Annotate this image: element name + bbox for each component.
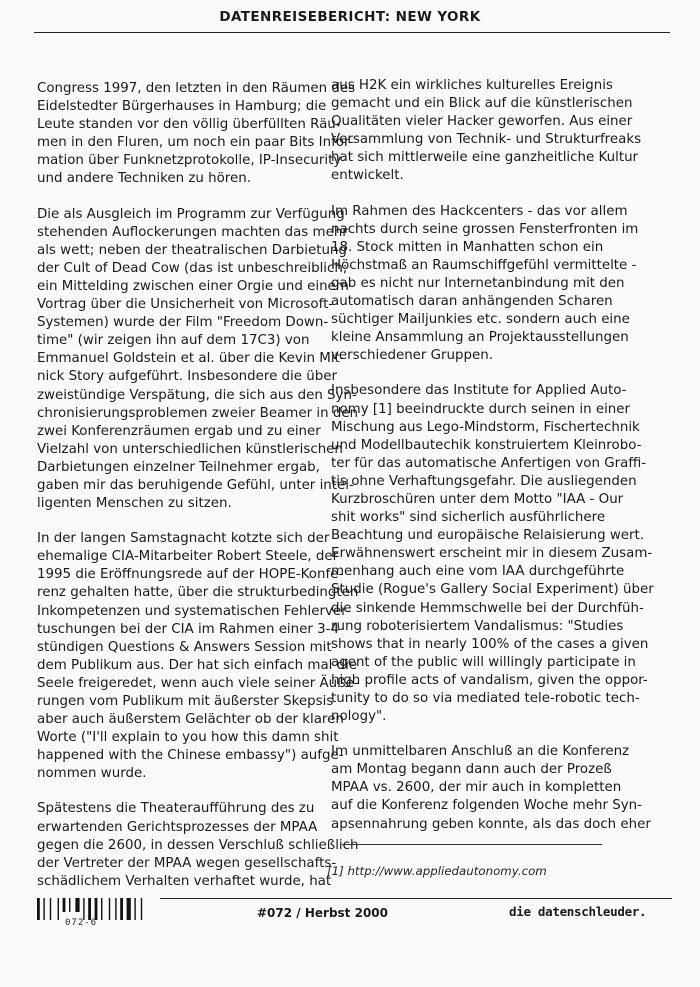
text-line: gegen die 2600, in dessen Verschluß schließlich	[37, 837, 359, 853]
text-line: und Modellbautechik konstruiertem Kleinrobo-	[331, 437, 642, 453]
paragraph	[37, 206, 359, 514]
text-line: Spätestens die Theateraufführung des zu	[37, 801, 315, 817]
text-line: auf die Konferenz folgenden Woche mehr Syn-	[331, 798, 642, 814]
text-line: In der langen Samstagnacht kotzte sich der	[37, 531, 330, 547]
paragraph	[331, 77, 642, 186]
text-line: rung roboterisiertem Vandalismus: "Studies	[331, 618, 624, 634]
text-line: Insbesondere das Institute for Applied Auto-	[331, 383, 627, 399]
footer-divider	[160, 898, 672, 899]
page-header	[0, 0, 700, 36]
text-line: Systemen) wurde der Film "Freedom Down-	[37, 315, 329, 331]
text-line: renz gehalten hatte, über die strukturbedingten	[37, 585, 359, 601]
footnote: [1] http://www.appliedautonomy.com	[327, 864, 547, 878]
text-line: zwei Konferenzräumen ergab und zu einer	[37, 423, 321, 439]
text-line: gab es nicht nur Internetanbindung mit den	[331, 275, 625, 291]
text-line: am Montag begann dann auch der Prozeß	[331, 762, 612, 778]
text-line: nology".	[331, 709, 387, 725]
text-line: Leute standen vor den völlig überfüllten Räu-	[37, 117, 341, 133]
text-line: die sinkende Hemmschwelle bei der Durchfüh-	[331, 600, 644, 616]
text-line: Qualitäten vieler Hacker geworfen. Aus einer	[331, 114, 633, 130]
text-line: der Cult of Dead Cow (das ist unbeschreiblich;	[37, 260, 348, 276]
text-line: shows that in nearly 100% of the cases a given	[331, 636, 649, 652]
text-line: MPAA vs. 2600, der mir auch in kompletten	[331, 780, 622, 796]
footnote-divider	[342, 844, 602, 845]
issue-label: #072 / Herbst 2000	[257, 906, 388, 920]
paragraph	[331, 382, 654, 726]
text-line: stündigen Questions & Answers Session mit	[37, 639, 332, 655]
text-line: Studie (Rogue's Gallery Social Experiment) über	[331, 582, 654, 598]
text-line: automatisch daran anhängenden Scharen	[331, 294, 613, 310]
text-line: schädlichem Verhalten verhaftet wurde, hat	[37, 873, 332, 889]
text-line: ein Mittelding zwischen einer Orgie und einem	[37, 278, 349, 294]
barcode-number: 072-6	[65, 918, 98, 928]
text-line: Höchstmaß an Raumschiffgefühl vermittelte -	[331, 257, 637, 273]
text-line: ehemalige CIA-Mitarbeiter Robert Steele, der	[37, 549, 339, 565]
magazine-name: die datenschleuder.	[509, 904, 647, 919]
text-line: Vortrag über die Unsicherheit von Microsoft-	[37, 297, 334, 313]
text-line: gemacht und ein Blick auf die künstlerischen	[331, 96, 633, 112]
barcode-icon	[37, 898, 155, 920]
text-line: nommen wurde.	[37, 766, 147, 782]
text-line: Eidelstedter Bürgerhauses in Hamburg; die	[37, 99, 327, 115]
text-line: Die als Ausgleich im Programm zur Verfügung	[37, 206, 345, 222]
text-line: Im unmittelbaren Anschluß an die Konferenz	[331, 744, 630, 760]
text-line: tuschungen bei der CIA im Rahmen einer 3-4	[37, 621, 340, 637]
text-line: verschiedener Gruppen.	[331, 348, 494, 364]
text-line: tis ohne Verhaftungsgefahr. Die ausliegenden	[331, 473, 637, 489]
text-line: Congress 1997, den letzten in den Räumen des	[37, 81, 356, 96]
text-line: Emmanuel Goldstein et al. über die Kevin Mit-	[37, 351, 345, 367]
text-line: shit works" sind sicherlich ausführlichere	[331, 510, 606, 526]
barcode	[37, 898, 155, 928]
page-title: DATENREISEBERICHT: NEW YORK	[219, 9, 481, 25]
paragraph	[331, 203, 639, 366]
text-line: Kurzbroschüren unter dem Motto "IAA - Our	[331, 491, 624, 507]
text-line: aber auch äußerstem Gelächter ob der klaren	[37, 712, 344, 728]
text-line: high profile acts of vandalism, given the oppor-	[331, 672, 648, 688]
text-line: erwartenden Gerichtsprozesses der MPAA	[37, 819, 318, 835]
text-line: 18. Stock mitten in Manhatten schon ein	[331, 239, 604, 255]
text-line: als wett; neben der theatralischen Darbietung	[37, 242, 347, 258]
text-line: chronisierungsproblemen zweier Beamer in den	[37, 405, 359, 421]
text-line: Im Rahmen des Hackcenters - das vor allem	[331, 203, 628, 219]
text-line: menhang auch eine vom IAA durchgeführte	[331, 564, 625, 580]
text-line: rungen vom Publikum mit äußerster Skepsis	[37, 694, 334, 709]
header-divider	[34, 32, 670, 33]
text-line: süchtiger Mailjunkies etc. sondern auch eine	[331, 312, 630, 328]
text-line: 1995 die Eröffnungsrede auf der HOPE-Konfe-	[37, 567, 344, 583]
text-line: zweistündige Verspätung, die sich aus den Syn-	[37, 387, 357, 403]
text-line: stehenden Auflockerungen machten das mehr	[37, 224, 348, 240]
text-line: der Vertreter der MPAA wegen gesellschafts-	[37, 855, 337, 871]
right-column	[331, 77, 654, 851]
paragraph	[37, 80, 356, 189]
text-line: Vielzahl von unterschiedlichen künstlerischen	[37, 441, 343, 457]
text-line: Versammlung von Technik- und Strukturfreaks	[331, 132, 642, 148]
text-line: ligenten Menschen zu sitzen.	[37, 496, 232, 512]
text-line: apsennahrung geben konnte, als das doch eher	[331, 816, 651, 832]
text-line: hat sich mittlerweile eine ganzheitliche Kultur	[331, 150, 639, 166]
text-line: nick Story aufgeführt. Insbesondere die über	[37, 369, 338, 385]
text-line: Beachtung und europäische Relaisierung wert.	[331, 528, 645, 544]
text-line: happened with the Chinese embassy") aufge-	[37, 748, 344, 764]
text-line: time" (wir zeigen ihn auf dem 17C3) von	[37, 333, 310, 349]
text-line: Inkompetenzen und systematischen Fehlerver-	[37, 603, 351, 619]
text-line: Darbietungen einzelner Teilnehmer ergab,	[37, 459, 320, 475]
text-line: men in den Fluren, um noch ein paar Bits Infor-	[37, 135, 354, 151]
text-line: Erwähnenswert erscheint mir in diesem Zusam-	[331, 546, 653, 562]
text-line: nomy [1] beeindruckte durch seinen in einer	[331, 401, 631, 417]
text-line: Seele freigeredet, wenn auch viele seiner Äuße-	[37, 675, 359, 691]
text-line: entwickelt.	[331, 168, 404, 184]
text-line: Worte ("I'll explain to you how this damn shit	[37, 730, 339, 746]
text-line: agent of the public will willingly participate in	[331, 654, 636, 670]
text-line: Mischung aus Lego-Mindstorm, Fischertechnik	[331, 419, 640, 435]
paragraph	[37, 800, 359, 890]
text-line: aus H2K ein wirkliches kulturelles Ereignis	[331, 78, 613, 93]
text-line: kleine Ansammlung an Projektausstellungen	[331, 330, 629, 346]
text-line: und andere Techniken zu hören.	[37, 171, 251, 187]
text-line: mation über Funknetzprotokolle, IP-Insecurity	[37, 153, 342, 169]
text-line: nachts durch seine grossen Fensterfronten im	[331, 221, 639, 237]
paragraph	[331, 743, 651, 833]
text-line: ter für das automatische Anfertigen von Graffi-	[331, 455, 647, 471]
text-line: tunity to do so via mediated tele-robotic tech-	[331, 691, 640, 706]
text-line: gaben mir das beruhigende Gefühl, unter intel-	[37, 477, 354, 493]
text-line: dem Publikum aus. Der hat sich einfach mal die	[37, 657, 358, 673]
